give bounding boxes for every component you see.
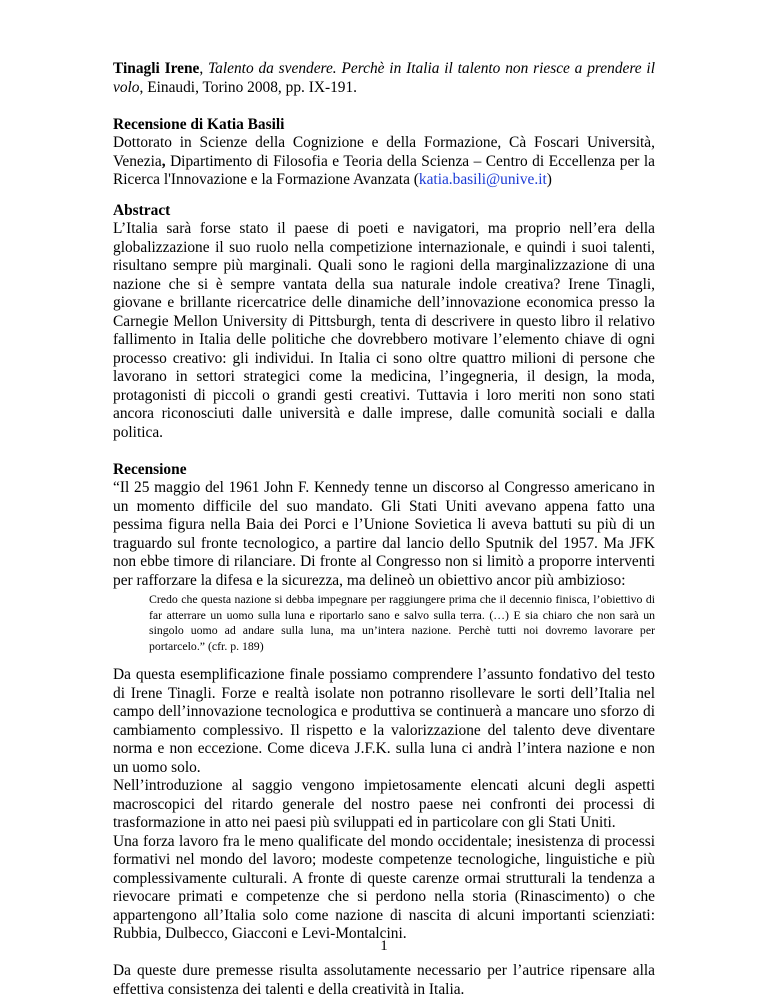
review-paragraph-4: Da queste dure premesse risulta assolutamente necessario per l’autrice ripensare alla effettiva consistenza dei talenti e della creatività in Italia. [113,962,655,998]
author-affiliation: Dottorato in Scienze della Cognizione e della Formazione, Cà Foscari Università, Venezia, Dipartimento di Filosofia e Teoria della Scienza – Centro di Eccellenza per la Ricerca l'Innovazione e la Formazione Avanzata (katia.basili@unive.it) [113,134,655,188]
citation-separator: , [199,60,209,77]
citation-title: Talento da svendere. Perchè in Italia il talento non riesce a prendere il volo [113,60,655,96]
kennedy-quote: Credo che questa nazione si debba impegnare per raggiungere prima che il decennio finisca, l’obiettivo di far atterrare un uomo sulla luna e riportarlo sano e salvo sulla terra. (…) E sia chiaro che non sarà un singolo uomo ad andare sulla luna, ma un’intera nazione. Perchè tutti noi dovremo lavorare per portarcelo.” (cfr. p. 189) [149,592,655,653]
review-paragraph-1: Da questa esemplificazione finale possiamo comprendere l’assunto fondativo del testo di Irene Tinagli. Forze e realtà isolate non potranno risollevare le sorti dell’Italia nel campo dell’innovazione tecnologica e produttiva se continuerà a mancare uno sforzo di cambiamento complessivo. Il rispetto e la valorizzazione del talento deve diventare norma e non eccezione. Come diceva J.F.K. sulla luna ci andrà l’intera nazione e non un uomo solo. [113,666,655,776]
abstract-text: L’Italia sarà forse stato il paese di poeti e navigatori, ma proprio nell’era della globalizzazione il suo ruolo nella competizione internazionale, e quindi i suoi talenti, risultano sempre più marginali. Quali sono le ragioni della marginalizzazione di una nazione che si è sempre vantata della sua naturale indole creativa? Irene Tinagli, giovane e brillante ricercatrice delle dinamiche dell’innovazione economica presso la Carnegie Mellon University di Pittsburgh, tenta di descrivere in questo libro il relativo fallimento in Italia delle politiche che dovrebbero motivare l’elemento chiave di ogni processo creativo: gli individui. In Italia ci sono oltre quattro milioni di persone che lavorano in settori strategici come la medicina, l’ingegneria, il design, la moda, protagonisti di piccoli o grandi gesti creativi. Tuttavia i loro meriti non sono stati ancora riconosciuti dalle università e dalle imprese, dalle comunità sociali e dalla politica. [113,220,655,441]
abstract-heading: Abstract [113,201,171,219]
citation-publisher: , Einaudi, Torino 2008, pp. IX-191. [139,78,358,96]
book-citation [113,60,655,97]
review-paragraph-3: Una forza lavoro fra le meno qualificate del mondo occidentale; inesistenza di processi formativi nel mondo del lavoro; modeste competenze tecnologiche, linguistiche e più complessivamente culturali. A fronte di queste carenze ormai strutturali la tendenza a rievocare primati e competenze che si perdono nella storia (Rinascimento) o che appartengono all’Italia solo come nazione di nascita di alcuni importanti scienziati: Rubbia, Dulbecco, Giacconi e Levi-Montalcini. [113,832,655,943]
review-paragraph-2: Nell’introduzione al saggio vengono impietosamente elencati alcuni degli aspetti macroscopici del ritardo generale del nostro paese nei confronti dei processi di trasformazione in atto nei paesi più sviluppati ed in particolare con gli Stati Uniti. [113,777,655,832]
recensione-heading: Recensione [113,460,187,478]
email-link[interactable]: katia.basili@unive.it [418,171,547,188]
citation-author: Tinagli Irene [113,60,200,77]
review-intro: “Il 25 maggio del 1961 John F. Kennedy tenne un discorso al Congresso americano in un momento difficile del suo mandato. Gli Stati Uniti avevano appena fatto una pessima figura nella Baia dei Porci e l’Unione Sovietica li aveva battuti su più di un traguardo sul fronte tecnologico, a partire dal lancio dello Sputnik del 1957. Ma JFK non ebbe timore di rilanciare. Di fronte al Congresso non si limitò a proporre interventi per rafforzare la difesa e la sicurezza, ma delineò un obiettivo ancor più ambizioso: [113,479,655,589]
page-number: 1 [380,938,388,954]
document-page [113,60,655,999]
review-heading: Recensione di Katia Basili [113,115,285,133]
